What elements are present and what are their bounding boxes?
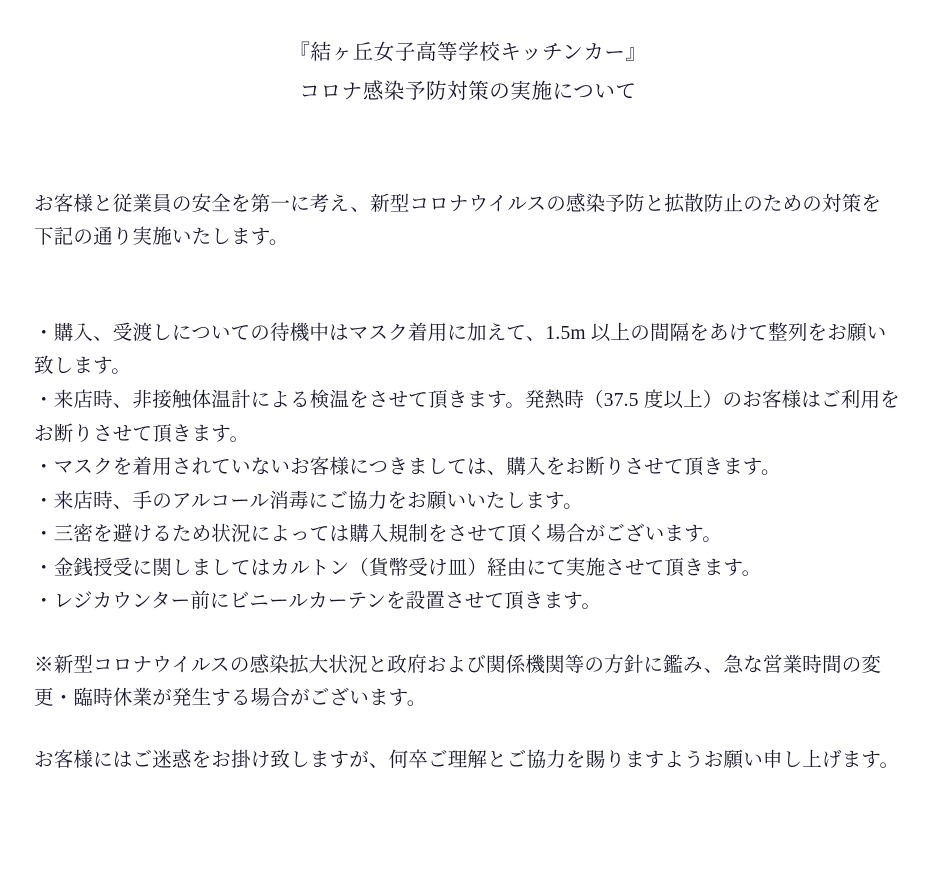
- list-item: ・レジカウンター前にビニールカーテンを設置させて頂きます。: [34, 591, 602, 613]
- notice-paragraph: ※新型コロナウイルスの感染拡大状況と政府および関係機関等の方針に鑑み、急な営業時間の変更・臨時休業が発生する場合がございます。: [34, 654, 882, 710]
- title-line-1: 『結ヶ丘女子高等学校キッチンカー』: [289, 42, 647, 64]
- document-body: [0, 188, 936, 777]
- list-item: ・来店時、非接触体温計による検温をさせて頂きます。発熱時（37.5 度以上）のお客様はご利用をお断りさせて頂きます。: [34, 390, 900, 445]
- document-title: [0, 0, 936, 112]
- list-item: ・購入、受渡しについての待機中はマスク着用に加えて、1.5m 以上の間隔をあけて整列をお願い致します。: [34, 322, 887, 378]
- list-item: ・三密を避けるため状況によっては購入規制をさせて頂く場合がございます。: [34, 524, 722, 546]
- list-item: ・来店時、手のアルコール消毒にご協力をお願いいたします。: [34, 490, 583, 512]
- title-line-2: コロナ感染予防対策の実施について: [299, 80, 637, 103]
- list-item: ・金銭授受に関しましてはカルトン（貨幣受け皿）経由にて実施させて頂きます。: [34, 557, 762, 579]
- intro-paragraph: お客様と従業員の安全を第一に考え、新型コロナウイルスの感染予防と拡散防止のための対策を下記の通り実施いたします。: [34, 193, 882, 249]
- closing-paragraph: お客様にはご迷惑をお掛け致しますが、何卒ご理解とご協力を賜りますようお願い申し上げます。: [34, 749, 900, 771]
- list-item: ・マスクを着用されていないお客様につきましては、購入をお断りさせて頂きます。: [34, 457, 781, 479]
- measures-list: [34, 317, 900, 619]
